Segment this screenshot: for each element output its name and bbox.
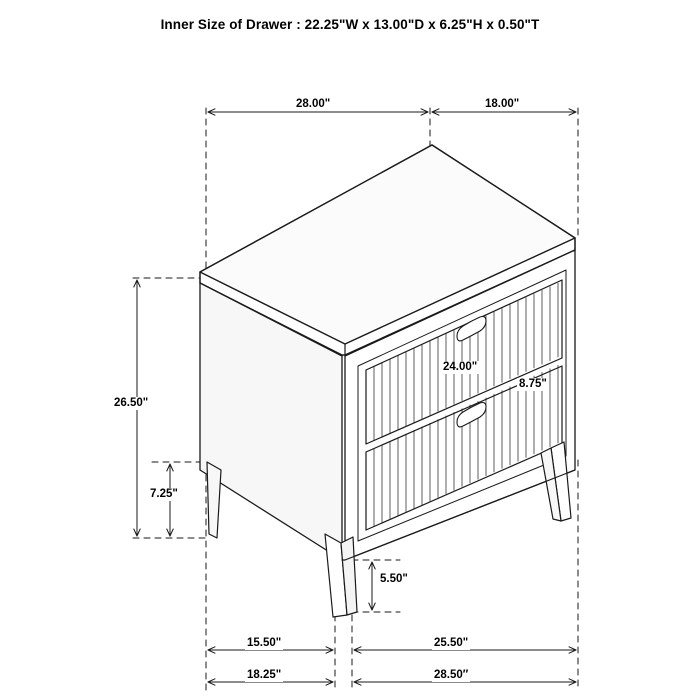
dim-label-top-width: 28.00": [296, 98, 331, 110]
dim-label-drawer-width: 24.00": [443, 361, 478, 373]
dim-label-leg-height: 5.50": [380, 573, 408, 585]
dim-label-top-depth: 18.00": [485, 98, 520, 110]
dim-label-overall-height: 26.50": [114, 397, 149, 409]
dim-label-bottom-left-span: 15.50": [247, 637, 282, 649]
dim-label-drawer-height: 8.75": [519, 378, 547, 390]
dim-label-bottom-outer-width: 28.50″: [434, 669, 469, 681]
leg-back-left: [207, 462, 221, 538]
dim-label-bottom-right-span: 25.50": [434, 637, 469, 649]
page-title: Inner Size of Drawer : 22.25"W x 13.00"D x 6.25"H x 0.50"T: [160, 17, 540, 32]
dim-label-leg-clearance: 7.25": [150, 488, 178, 500]
dim-label-bottom-inner-width: 18.25": [247, 669, 282, 681]
